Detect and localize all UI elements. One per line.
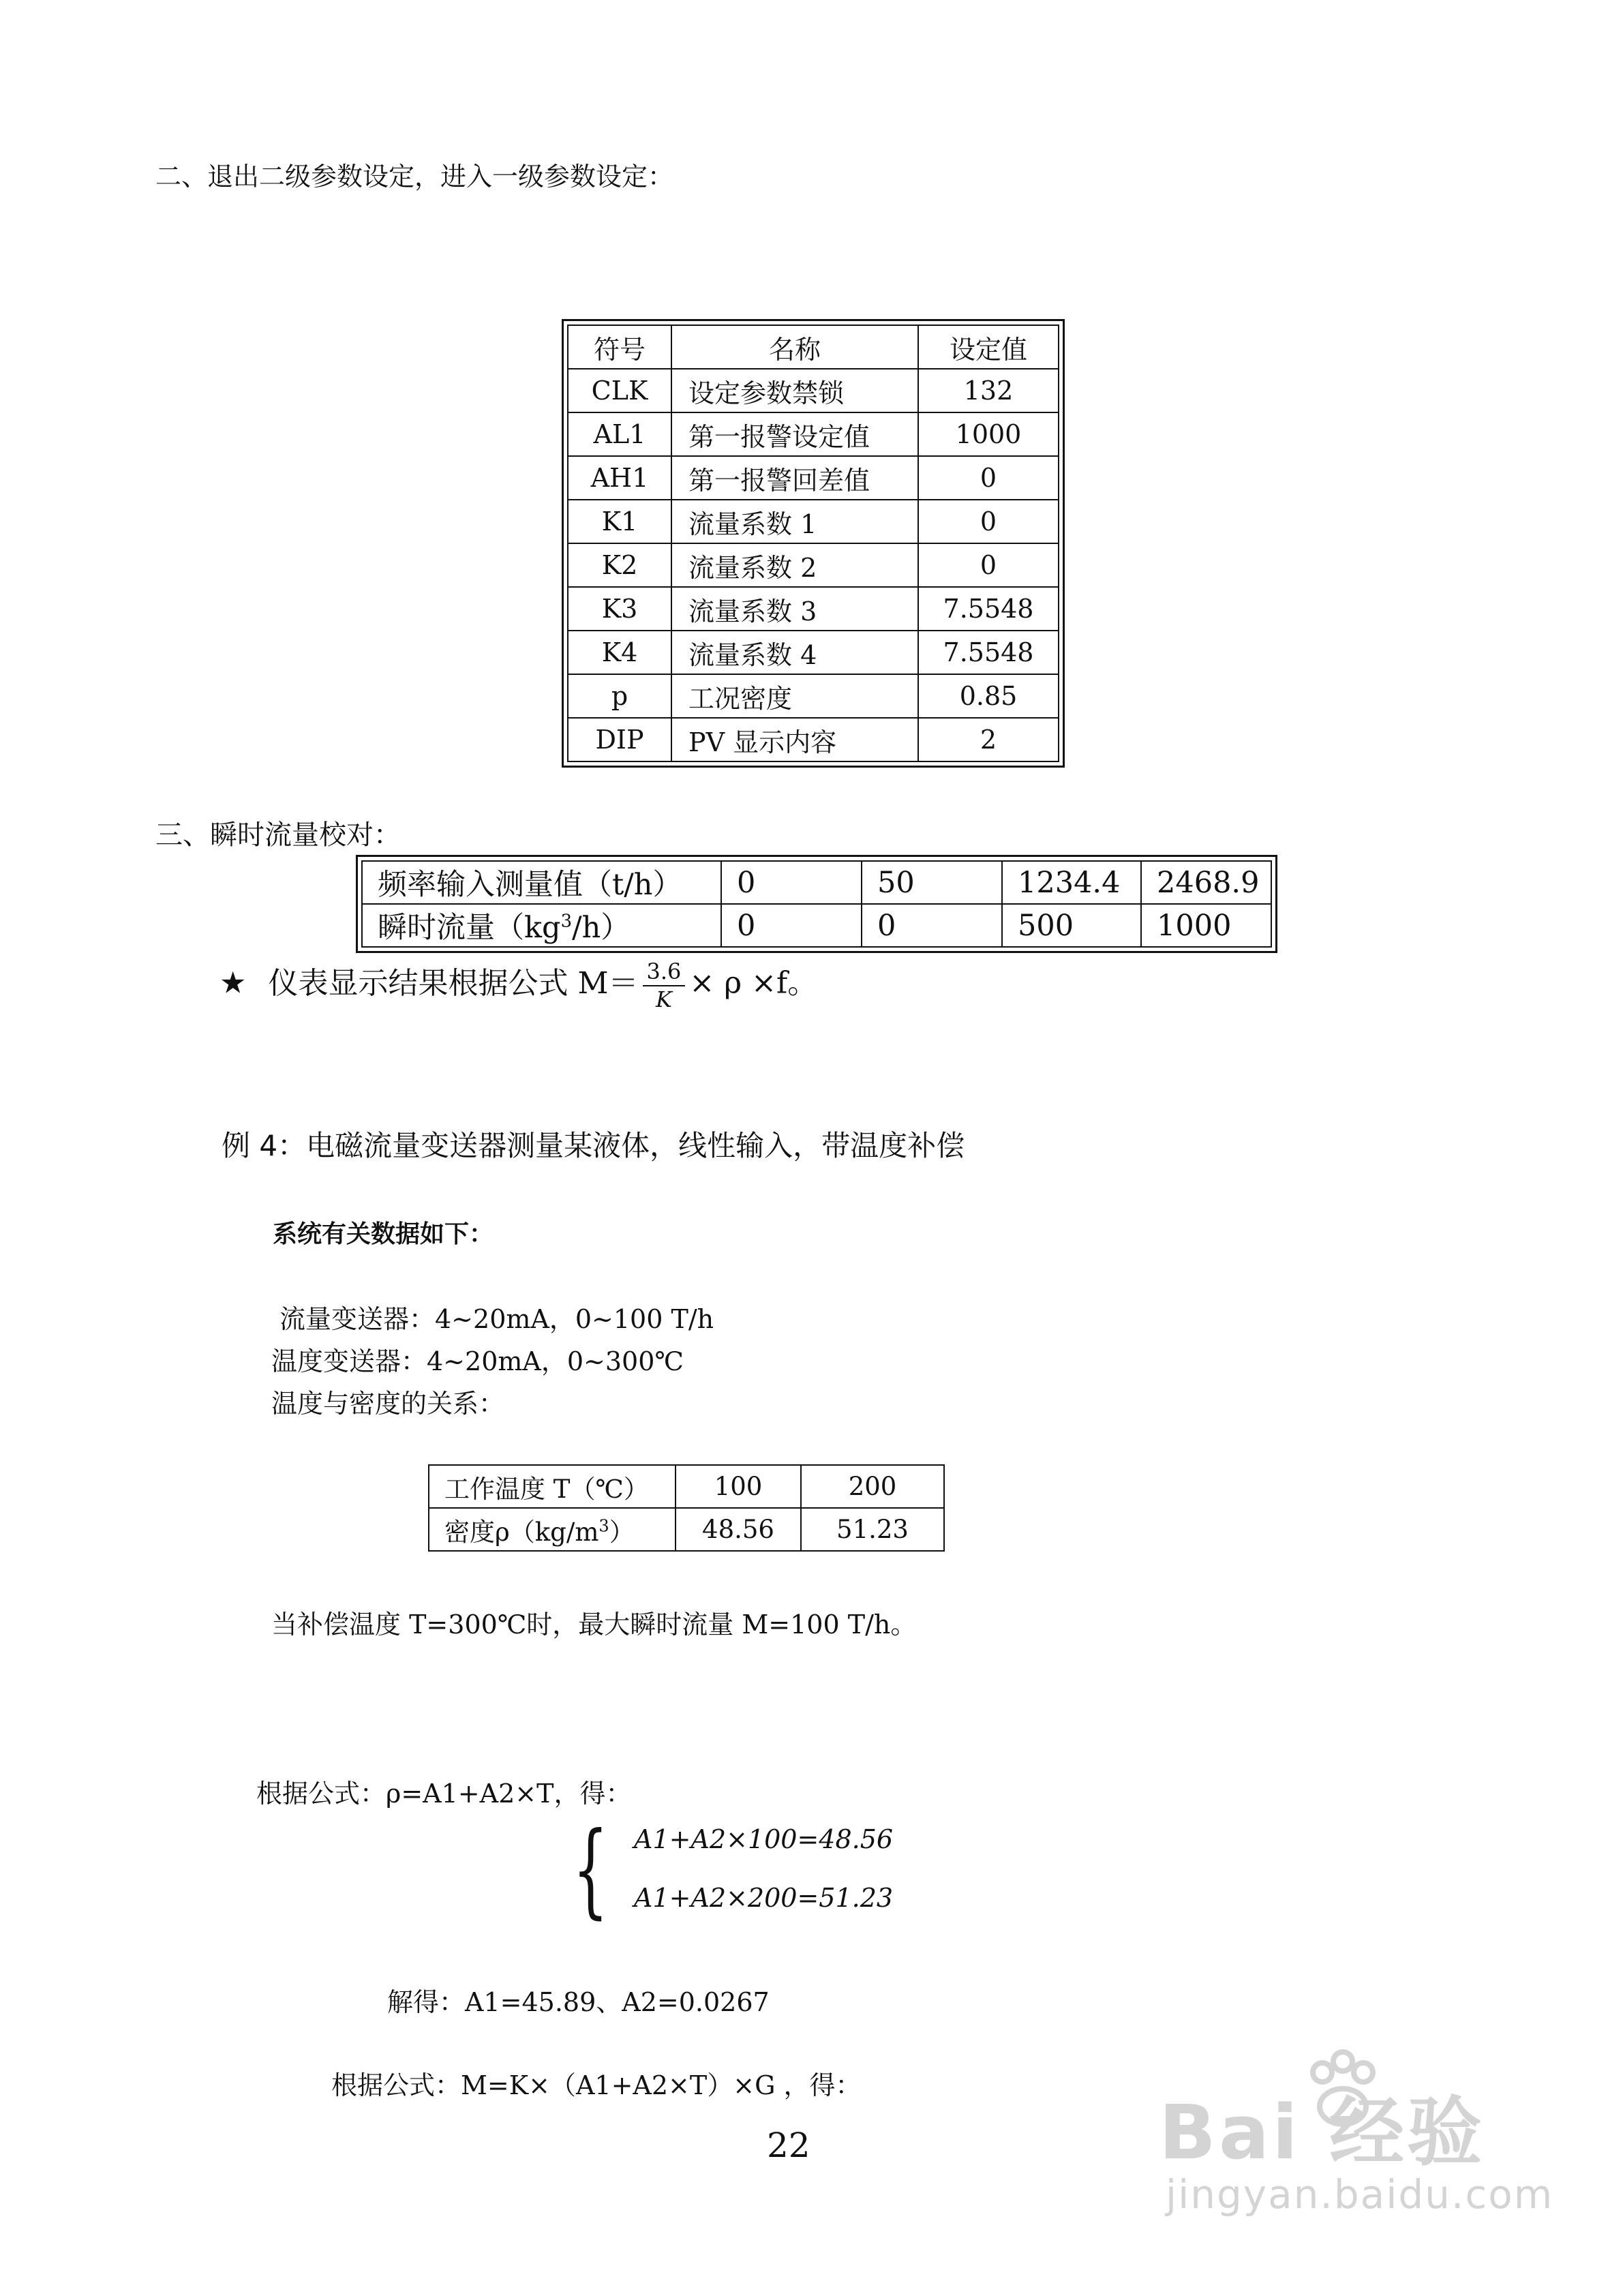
table-row	[429, 1508, 944, 1551]
param-name: 流量系数 4	[671, 631, 918, 674]
density-cell: 200	[801, 1465, 944, 1508]
param-symbol: AL1	[568, 412, 671, 456]
flow-cell: 0	[721, 904, 862, 947]
section-heading-3: 三、瞬时流量校对：	[155, 819, 401, 851]
param-name: 第一报警设定值	[671, 412, 918, 456]
table-row	[568, 674, 1059, 718]
param-name: 工况密度	[671, 674, 918, 718]
param-value: 0	[918, 500, 1059, 543]
density-cell: 51.23	[801, 1508, 944, 1551]
param-value: 7.5548	[918, 631, 1059, 674]
table-row	[568, 587, 1059, 631]
param-name: 流量系数 2	[671, 543, 918, 587]
fraction	[643, 958, 686, 1012]
watermark-brand: Bai 经验	[1159, 2089, 1485, 2176]
compensation-text: 当补偿温度 T=300℃时，最大瞬时流量 M=100 T/h。	[271, 1610, 917, 1640]
param-value: 1000	[918, 412, 1059, 456]
example-subtitle: 系统有关数据如下：	[273, 1220, 494, 1248]
table-row	[568, 543, 1059, 587]
flow-row-label	[362, 904, 721, 947]
fraction-numerator: 3.6	[643, 958, 686, 986]
param-value: 2	[918, 718, 1059, 761]
section-heading-2: 二、退出二级参数设定，进入一级参数设定：	[155, 162, 674, 192]
watermark-url: jingyan.baidu.com	[1166, 2171, 1554, 2218]
param-value: 132	[918, 369, 1059, 412]
flow-cell: 50	[862, 861, 1002, 904]
flow-cell: 0	[862, 904, 1002, 947]
flow-cell: 1234.4	[1002, 861, 1141, 904]
density-table	[428, 1464, 945, 1552]
density-row-label	[429, 1508, 676, 1551]
paw-logo-icon	[1299, 2045, 1387, 2134]
density-row-label: 工作温度 T（℃）	[429, 1465, 676, 1508]
param-value: 0	[918, 543, 1059, 587]
star-icon: ★	[219, 965, 247, 1001]
table-row	[568, 631, 1059, 674]
label-text: /h）	[572, 911, 631, 945]
param-name: 流量系数 1	[671, 500, 918, 543]
flow-cell: 2468.9	[1141, 861, 1271, 904]
param-symbol: DIP	[568, 718, 671, 761]
param-symbol: CLK	[568, 369, 671, 412]
fraction-denominator: K	[655, 986, 672, 1012]
table-row	[362, 861, 1271, 904]
solution-text: 解得：A1=45.89、A2=0.0267	[387, 1987, 770, 2017]
param-symbol: K2	[568, 543, 671, 587]
header-symbol: 符号	[568, 325, 671, 369]
header-name: 名称	[671, 325, 918, 369]
info-line: 温度变送器：4~20mA，0~300℃	[271, 1346, 684, 1376]
equation-1: A1+A2×100=48.56	[634, 1824, 894, 1854]
param-name: PV 显示内容	[671, 718, 918, 761]
label-superscript: 3	[560, 911, 573, 932]
formula-density: 根据公式：ρ=A1+A2×T，得：	[256, 1779, 632, 1809]
label-text: 密度ρ（kg/m	[444, 1517, 599, 1547]
label-text: ）	[609, 1517, 635, 1547]
header-value: 设定值	[918, 325, 1059, 369]
param-name: 流量系数 3	[671, 587, 918, 631]
flow-cell: 1000	[1141, 904, 1271, 947]
flow-check-table	[361, 860, 1272, 948]
formula-prefix: 仪表显示结果根据公式 M＝	[268, 965, 639, 1001]
param-name: 第一报警回差值	[671, 456, 918, 500]
table-row	[568, 500, 1059, 543]
param-symbol: AH1	[568, 456, 671, 500]
param-name: 设定参数禁锁	[671, 369, 918, 412]
table-row	[362, 904, 1271, 947]
param-value: 7.5548	[918, 587, 1059, 631]
flow-cell: 500	[1002, 904, 1141, 947]
table-row	[568, 456, 1059, 500]
table-header-row	[568, 325, 1059, 369]
info-line: 流量变送器：4~20mA，0~100 T/h	[279, 1304, 714, 1334]
flow-row-label: 频率输入测量值（t/h）	[362, 861, 721, 904]
density-cell: 48.56	[676, 1508, 801, 1551]
table-row	[568, 718, 1059, 761]
param-value: 0.85	[918, 674, 1059, 718]
param-symbol: p	[568, 674, 671, 718]
info-line: 温度与密度的关系：	[271, 1389, 505, 1419]
param-symbol: K4	[568, 631, 671, 674]
label-text: 瞬时流量（kg	[378, 911, 561, 945]
density-cell: 100	[676, 1465, 801, 1508]
param-symbol: K1	[568, 500, 671, 543]
table-row	[568, 412, 1059, 456]
flow-cell: 0	[721, 861, 862, 904]
equation-2: A1+A2×200=51.23	[634, 1883, 894, 1913]
label-superscript: 3	[598, 1516, 609, 1536]
table-row	[568, 369, 1059, 412]
formula-mass: 根据公式：M=K×（A1+A2×T）×G ，得：	[331, 2070, 862, 2100]
parameter-table	[567, 324, 1059, 762]
brace-icon: {	[573, 1811, 609, 1929]
formula-suffix: × ρ ×f。	[689, 965, 818, 1001]
param-symbol: K3	[568, 587, 671, 631]
table-row	[429, 1465, 944, 1508]
example-title: 例 4：电磁流量变送器测量某液体，线性输入，带温度补偿	[222, 1129, 965, 1162]
page-number: 22	[767, 2126, 810, 2165]
param-value: 0	[918, 456, 1059, 500]
formula-note	[219, 958, 817, 1012]
